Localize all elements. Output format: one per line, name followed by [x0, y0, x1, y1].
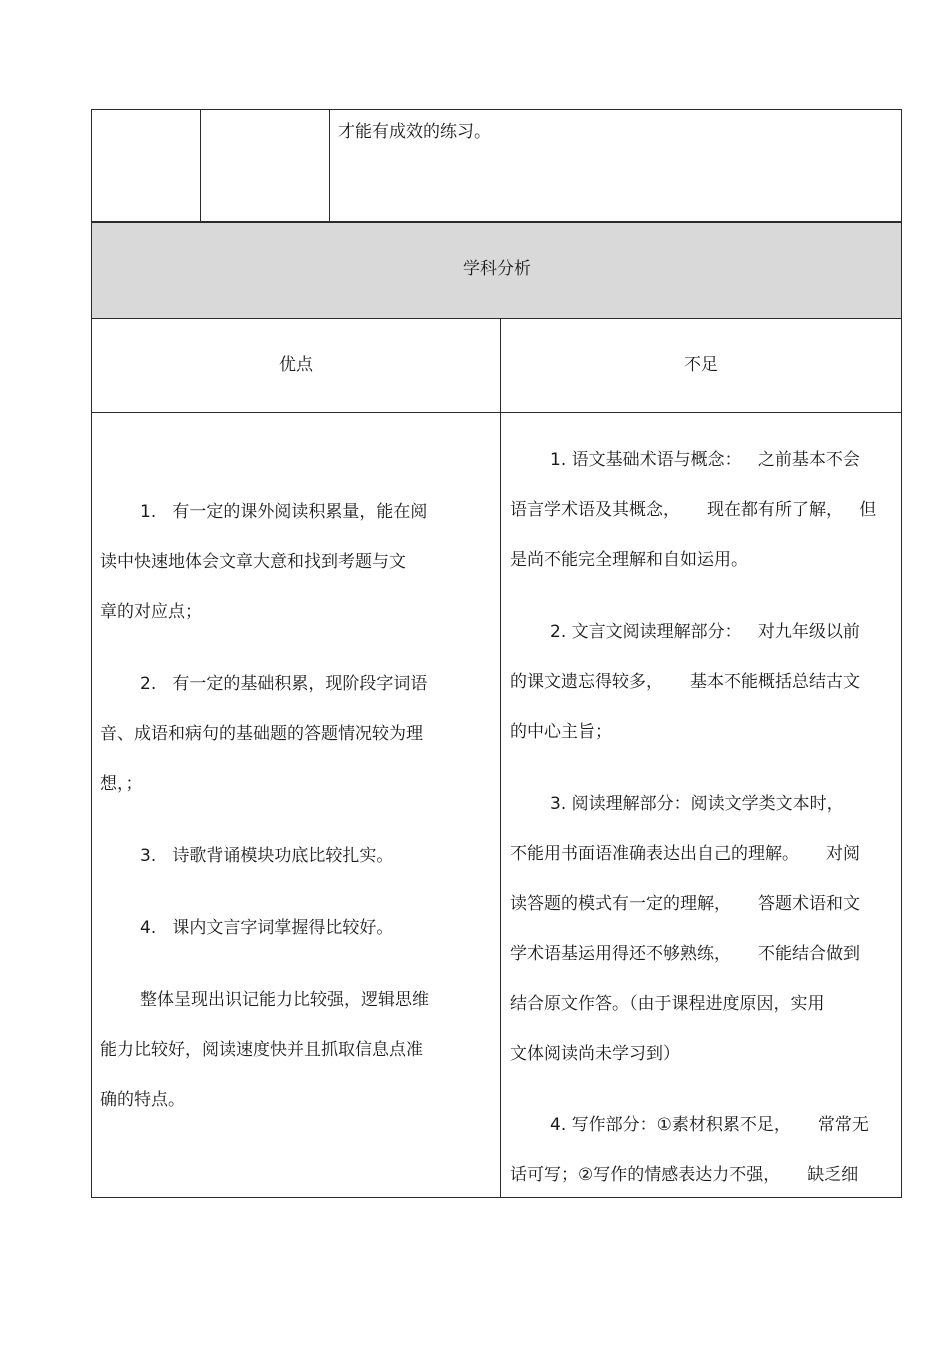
- strengths-header: 优点: [279, 355, 313, 375]
- strength-item-3: 3. 诗歌背诵模块功底比较扎实。: [140, 846, 394, 866]
- row-divider-2: [91, 318, 902, 319]
- row-divider-3: [91, 412, 902, 413]
- continuation-text: 才能有成效的练习。: [338, 122, 491, 142]
- strength-summary: 整体呈现出识记能力比较强，逻辑思维 能力比较好，阅读速度快并且抓取信息点准 确的特点。: [100, 990, 429, 1110]
- weakness-item-2: 2. 文言文阅读理解部分： 对九年级以前 的课文遗忘得较多， 基本不能概括总结古文 的中心主旨；: [510, 622, 861, 742]
- strength-item-2: 2. 有一定的基础积累，现阶段字词语 音、成语和病句的基础题的答题情况较为理 想，；: [100, 674, 428, 794]
- weaknesses-header: 不足: [684, 355, 718, 375]
- weakness-item-1: 1. 语文基础术语与概念： 之前基本不会 语言学术语及其概念， 现在都有所了解， 但 是尚不能完全理解和自如运用。: [510, 450, 877, 570]
- strength-item-4: 4. 课内文言字词掌握得比较好。: [140, 918, 394, 938]
- weakness-item-4: 4. 写作部分：①素材积累不足， 常常无 话可写；②写作的情感表达力不强， 缺乏细: [510, 1115, 869, 1185]
- top-col-divider-2: [329, 109, 330, 222]
- section-title: 学科分析: [463, 259, 531, 279]
- strength-item-1: 1. 有一定的课外阅读积累量，能在阅 读中快速地体会文章大意和找到考题与文 章的对应点；: [100, 502, 428, 622]
- table-border-top: [91, 109, 902, 110]
- main-col-divider: [500, 318, 501, 1198]
- row-divider-1: [91, 221, 902, 223]
- weakness-item-3: 3. 阅读理解部分：阅读文学类文本时， 不能用书面语准确表达出自己的理解。 对阅 读答题的模式有一定的理解， 答题术语和文 学术语基运用得还不够熟练， 不能结合做到 结合原文作答。（由于课程进度原因，实用 文体阅读尚未学习到）: [510, 794, 861, 1064]
- top-col-divider-1: [200, 109, 201, 222]
